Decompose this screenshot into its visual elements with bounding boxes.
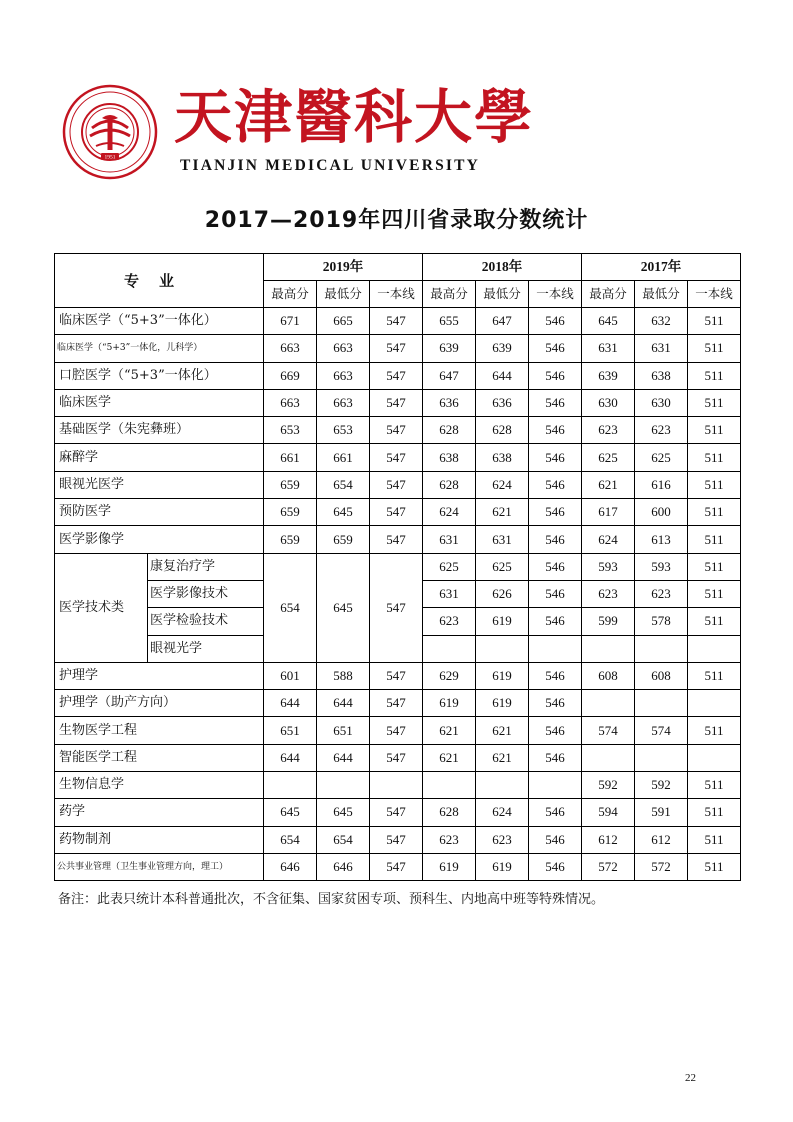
score-cell: 619 [423,853,476,880]
score-cell: 547 [370,444,423,471]
table-row [55,717,741,744]
score-cell: 547 [370,553,423,662]
score-cell: 546 [529,526,582,553]
major-name: 护理学（助产方向） [55,690,264,717]
score-cell: 659 [264,526,317,553]
score-cell: 511 [688,717,741,744]
major-name: 药学 [55,799,264,826]
table-row [55,826,741,853]
table-row [55,417,741,444]
score-cell: 638 [423,444,476,471]
score-cell: 612 [582,826,635,853]
score-cell: 625 [423,553,476,580]
score-cell: 588 [317,662,370,689]
score-cell: 623 [582,417,635,444]
score-cell: 636 [476,389,529,416]
score-cell: 639 [582,362,635,389]
score-cell: 631 [423,526,476,553]
score-cell: 511 [688,499,741,526]
score-cell: 511 [688,389,741,416]
score-cell: 623 [423,826,476,853]
score-cell: 644 [317,690,370,717]
score-cell: 653 [317,417,370,444]
score-cell: 546 [529,335,582,362]
score-cell: 631 [476,526,529,553]
score-cell: 623 [476,826,529,853]
subheader-max: 最高分 [264,281,317,308]
score-cell: 546 [529,308,582,335]
score-cell: 616 [635,471,688,498]
score-cell: 628 [423,417,476,444]
major-name: 药物制剂 [55,826,264,853]
major-name: 护理学 [55,662,264,689]
score-cell [582,690,635,717]
score-cell: 593 [582,553,635,580]
score-cell: 601 [264,662,317,689]
seal-year: 1951 [104,154,116,161]
score-cell: 621 [476,717,529,744]
score-cell: 599 [582,608,635,635]
score-cell: 546 [529,553,582,580]
score-cell: 511 [688,580,741,607]
table-row [55,471,741,498]
score-cell: 547 [370,417,423,444]
year-header-2017: 2017年 [582,254,741,281]
score-cell [423,772,476,799]
major-name: 预防医学 [55,499,264,526]
score-cell: 546 [529,499,582,526]
score-cell: 654 [317,471,370,498]
score-cell: 547 [370,853,423,880]
score-cell: 631 [423,580,476,607]
score-cell: 511 [688,853,741,880]
score-cell: 653 [264,417,317,444]
score-cell: 663 [317,335,370,362]
score-cell: 511 [688,417,741,444]
university-name-cn: 天津醫科大學 [174,83,535,151]
score-cell: 669 [264,362,317,389]
table-row [55,690,741,717]
subheader-min: 最低分 [476,281,529,308]
score-cell: 511 [688,471,741,498]
score-cell: 647 [476,308,529,335]
score-cell: 546 [529,717,582,744]
table-row [55,744,741,771]
score-cell: 632 [635,308,688,335]
table-header-row [55,254,741,281]
page-title: 2017—2019年四川省录取分数统计 [204,208,589,233]
score-cell: 572 [582,853,635,880]
score-cell: 578 [635,608,688,635]
score-cell [423,635,476,662]
score-cell: 547 [370,526,423,553]
table-row [55,335,741,362]
score-cell [582,635,635,662]
score-cell: 631 [635,335,688,362]
score-cell: 654 [317,826,370,853]
major-name: 医学影像学 [55,526,264,553]
footnote: 备注：此表只统计本科普通批次，不含征集、国家贫困专项、预科生、内地高中班等特殊情况。 [58,892,605,907]
score-cell: 511 [688,772,741,799]
table-row [55,526,741,553]
score-cell: 623 [423,608,476,635]
score-cell: 628 [423,471,476,498]
table-row [55,362,741,389]
score-cell: 655 [423,308,476,335]
major-name: 口腔医学（“5+3”一体化） [55,362,264,389]
sub-major-name: 眼视光学 [148,635,264,662]
major-name: 公共事业管理（卫生事业管理方向，理工） [55,853,264,880]
admission-score-table [54,253,741,881]
score-cell [688,635,741,662]
table-row [55,308,741,335]
score-cell: 617 [582,499,635,526]
score-cell: 623 [635,580,688,607]
score-cell [635,744,688,771]
score-cell: 592 [635,772,688,799]
score-cell [529,635,582,662]
year-header-2018: 2018年 [423,254,582,281]
score-cell: 613 [635,526,688,553]
score-cell: 608 [582,662,635,689]
score-cell: 645 [317,499,370,526]
score-cell [264,772,317,799]
score-cell: 621 [582,471,635,498]
score-cell [635,690,688,717]
score-cell: 629 [423,662,476,689]
score-cell: 546 [529,853,582,880]
score-cell: 621 [476,499,529,526]
score-cell: 644 [317,744,370,771]
score-cell: 572 [635,853,688,880]
score-cell: 628 [476,417,529,444]
score-cell: 659 [264,499,317,526]
major-column-header: 专业 [55,254,264,308]
subheader-min: 最低分 [317,281,370,308]
score-cell: 547 [370,662,423,689]
university-name-en: TIANJIN MEDICAL UNIVERSITY [180,157,481,174]
sub-major-name: 医学影像技术 [148,580,264,607]
score-cell: 547 [370,690,423,717]
score-cell: 624 [423,499,476,526]
score-cell: 592 [582,772,635,799]
score-cell: 511 [688,362,741,389]
score-cell: 626 [476,580,529,607]
subheader-max: 最高分 [582,281,635,308]
score-cell: 547 [370,799,423,826]
score-cell: 646 [264,853,317,880]
score-cell: 644 [476,362,529,389]
major-name: 基础医学（朱宪彝班） [55,417,264,444]
score-cell: 624 [476,799,529,826]
score-cell: 547 [370,335,423,362]
major-name: 生物医学工程 [55,717,264,744]
score-cell: 623 [635,417,688,444]
table-row [55,389,741,416]
subheader-max: 最高分 [423,281,476,308]
score-cell: 574 [635,717,688,744]
score-cell: 511 [688,608,741,635]
table-row [55,499,741,526]
score-cell: 624 [582,526,635,553]
score-cell: 638 [635,362,688,389]
score-cell: 645 [317,553,370,662]
year-header-2019: 2019年 [264,254,423,281]
sub-major-name: 康复治疗学 [148,553,264,580]
score-cell: 593 [635,553,688,580]
score-cell: 621 [423,744,476,771]
score-cell: 546 [529,690,582,717]
major-name: 麻醉学 [55,444,264,471]
score-cell: 511 [688,444,741,471]
major-name: 眼视光医学 [55,471,264,498]
score-cell [476,772,529,799]
score-cell: 663 [264,335,317,362]
score-cell: 631 [582,335,635,362]
score-cell: 621 [423,717,476,744]
table-row [55,553,741,580]
score-cell: 546 [529,826,582,853]
score-cell: 661 [317,444,370,471]
score-cell: 547 [370,826,423,853]
score-cell: 619 [476,608,529,635]
score-cell: 546 [529,662,582,689]
score-cell: 511 [688,553,741,580]
score-cell: 645 [317,799,370,826]
score-cell: 665 [317,308,370,335]
major-name: 智能医学工程 [55,744,264,771]
score-cell: 619 [476,662,529,689]
score-cell [582,744,635,771]
score-cell: 594 [582,799,635,826]
score-cell: 646 [317,853,370,880]
score-cell: 651 [317,717,370,744]
score-cell [688,690,741,717]
score-cell: 671 [264,308,317,335]
score-cell: 547 [370,362,423,389]
score-cell: 547 [370,744,423,771]
score-cell: 625 [582,444,635,471]
score-cell: 511 [688,308,741,335]
score-cell: 546 [529,580,582,607]
university-seal-icon [62,84,158,180]
table-row [55,772,741,799]
subheader-line: 一本线 [370,281,423,308]
major-name: 生物信息学 [55,772,264,799]
score-cell: 546 [529,389,582,416]
score-cell: 623 [582,580,635,607]
score-cell: 546 [529,444,582,471]
score-cell: 638 [476,444,529,471]
score-cell: 511 [688,662,741,689]
score-cell: 600 [635,499,688,526]
score-cell: 663 [264,389,317,416]
score-cell: 546 [529,471,582,498]
score-cell [635,635,688,662]
score-cell: 630 [582,389,635,416]
score-cell: 612 [635,826,688,853]
score-cell: 654 [264,826,317,853]
subheader-min: 最低分 [635,281,688,308]
score-cell: 661 [264,444,317,471]
score-cell: 511 [688,526,741,553]
subheader-line: 一本线 [529,281,582,308]
score-cell: 636 [423,389,476,416]
score-cell: 574 [582,717,635,744]
score-cell: 547 [370,717,423,744]
score-cell: 630 [635,389,688,416]
score-cell: 511 [688,335,741,362]
table-row [55,662,741,689]
score-cell [317,772,370,799]
score-cell: 546 [529,417,582,444]
score-cell [476,635,529,662]
score-cell: 628 [423,799,476,826]
university-header [62,83,535,180]
score-cell: 547 [370,389,423,416]
score-cell: 546 [529,799,582,826]
score-cell: 624 [476,471,529,498]
table-row [55,799,741,826]
table-row [55,444,741,471]
score-cell: 511 [688,799,741,826]
score-cell: 511 [688,826,741,853]
score-cell: 547 [370,308,423,335]
score-cell: 645 [264,799,317,826]
score-cell: 546 [529,608,582,635]
score-cell: 639 [476,335,529,362]
score-cell [688,744,741,771]
major-name: 临床医学（“5+3”一体化，儿科学） [55,335,264,362]
score-cell: 621 [476,744,529,771]
score-cell: 546 [529,744,582,771]
group-name: 医学技术类 [55,553,148,662]
score-cell: 547 [370,471,423,498]
score-cell: 547 [370,499,423,526]
sub-major-name: 医学检验技术 [148,608,264,635]
subheader-line: 一本线 [688,281,741,308]
score-cell: 645 [582,308,635,335]
score-cell: 639 [423,335,476,362]
page-number: 22 [685,1072,696,1084]
score-cell: 591 [635,799,688,826]
score-cell: 644 [264,744,317,771]
score-cell: 619 [423,690,476,717]
score-cell: 647 [423,362,476,389]
score-cell: 608 [635,662,688,689]
score-cell: 651 [264,717,317,744]
score-cell: 654 [264,553,317,662]
score-cell: 625 [476,553,529,580]
score-cell [370,772,423,799]
score-cell: 659 [264,471,317,498]
table-row [55,853,741,880]
major-name: 临床医学（“5+3”一体化） [55,308,264,335]
score-cell: 663 [317,389,370,416]
score-cell: 619 [476,690,529,717]
score-cell [529,772,582,799]
score-cell: 659 [317,526,370,553]
score-cell: 663 [317,362,370,389]
score-cell: 644 [264,690,317,717]
score-cell: 546 [529,362,582,389]
score-cell: 619 [476,853,529,880]
major-name: 临床医学 [55,389,264,416]
score-cell: 625 [635,444,688,471]
